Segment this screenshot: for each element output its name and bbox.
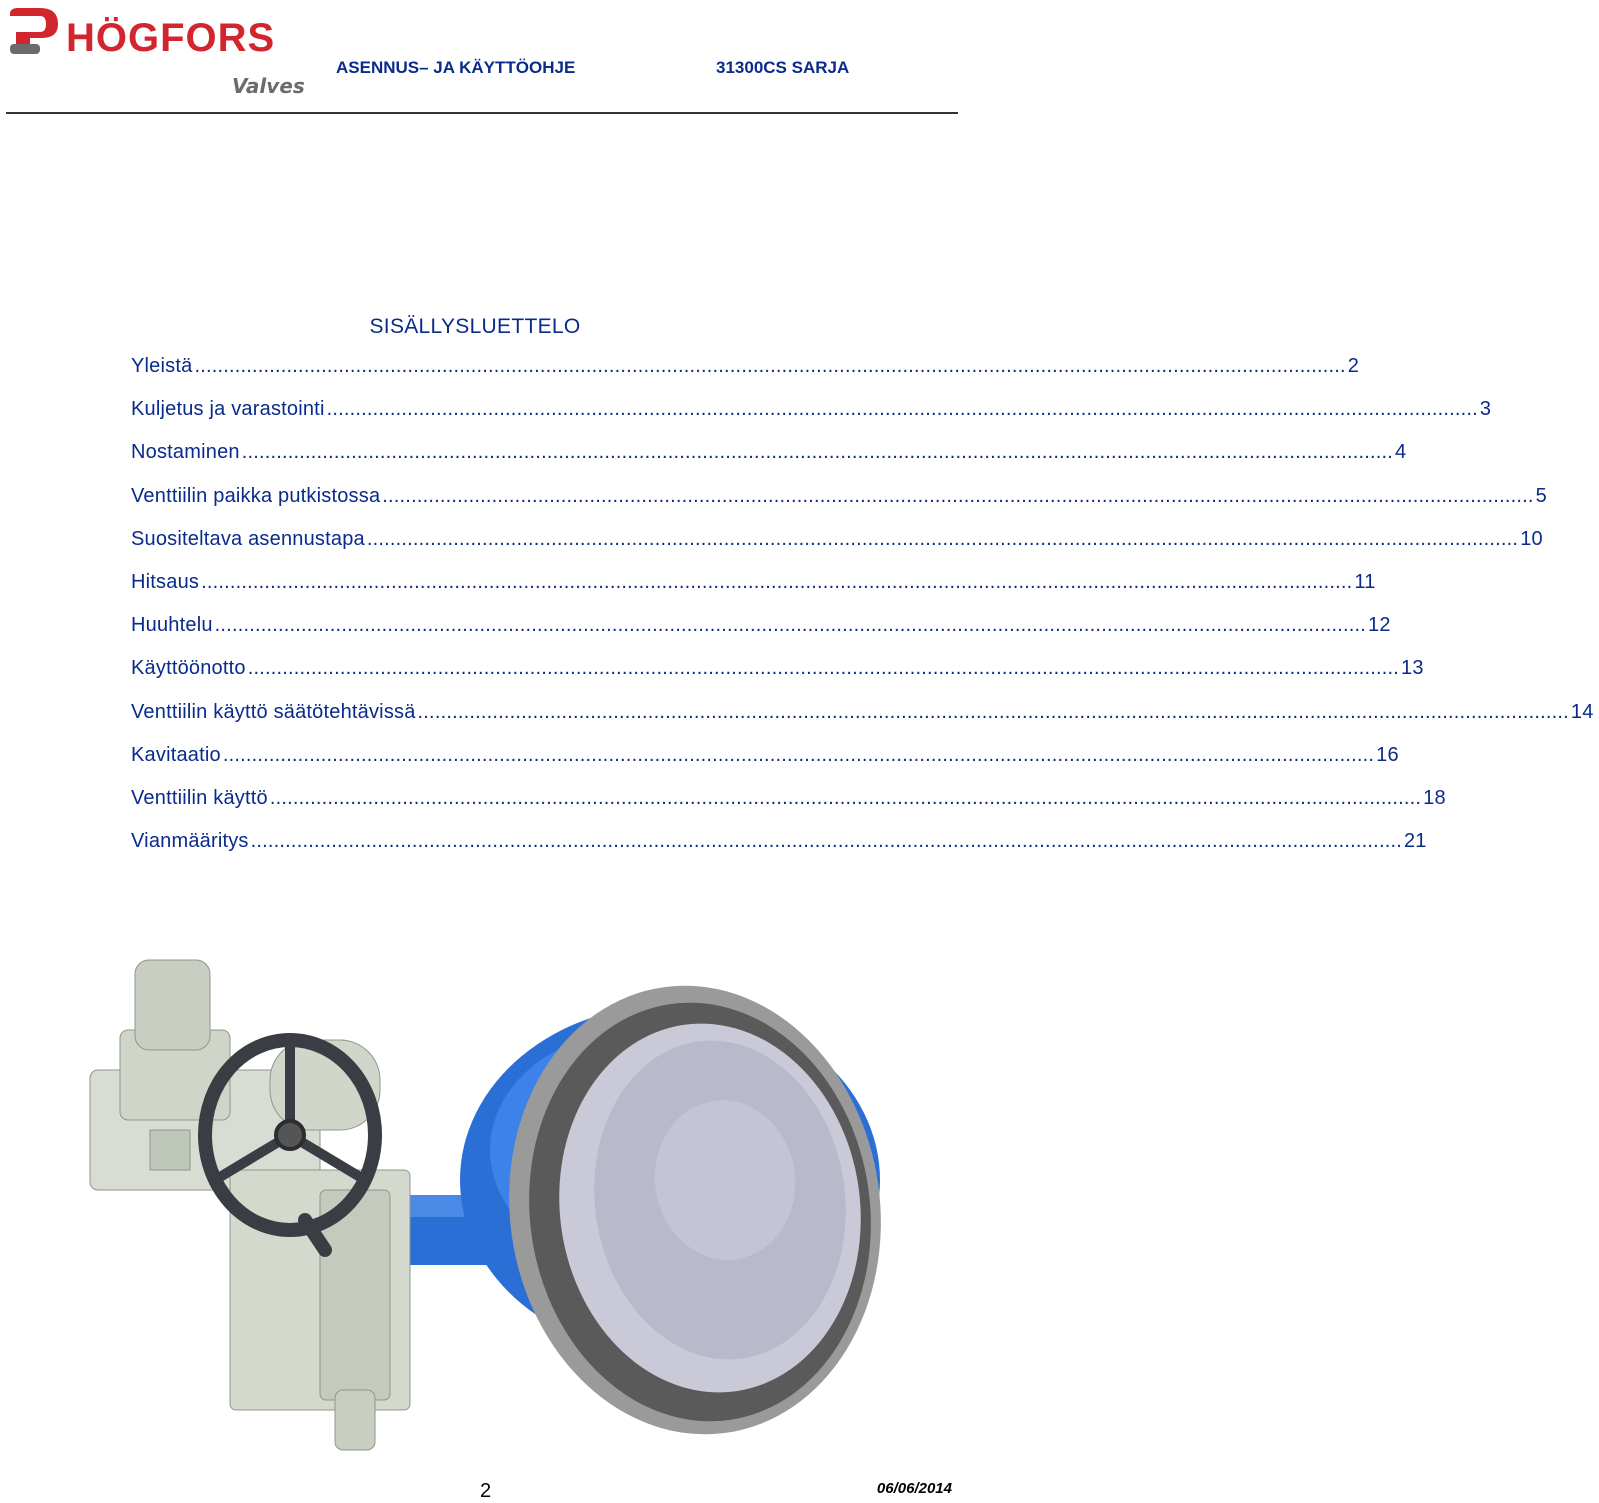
toc-entry-label: Venttiilin paikka putkistossa: [131, 484, 381, 507]
toc-entry-label: Vianmääritys: [131, 830, 249, 853]
table-of-contents: [131, 355, 1594, 873]
toc-entry[interactable]: [131, 527, 1543, 571]
toc-entry[interactable]: [131, 786, 1446, 830]
toc-entry-label: Hitsaus: [131, 570, 200, 593]
toc-entry-page: 11: [1354, 570, 1376, 593]
toc-leader-dots: ........................................................................................................................................................................................................: [417, 700, 1569, 723]
toc-entry-label: Huuhtelu: [131, 614, 213, 637]
product-series: 31300CS SARJA: [716, 58, 850, 77]
toc-leader-dots: ........................................................................................................................................................................................................: [366, 527, 1519, 550]
toc-entry[interactable]: [131, 700, 1594, 744]
toc-entry-page: 4: [1395, 441, 1407, 464]
toc-leader-dots: ........................................................................................................................................................................................................: [241, 441, 1394, 464]
toc-entry-page: 14: [1570, 700, 1594, 723]
toc-entry-page: 18: [1423, 786, 1446, 809]
toc-leader-dots: ........................................................................................................................................................................................................: [222, 743, 1375, 766]
toc-entry-label: Kuljetus ja varastointi: [131, 398, 325, 421]
header-divider: [6, 112, 958, 114]
brand-tagline: Valves: [232, 74, 305, 98]
toc-entry[interactable]: [131, 830, 1427, 873]
document-date: 06/06/2014: [876, 1480, 952, 1497]
toc-entry-page: 12: [1368, 614, 1391, 637]
brand-name: HÖGFORS: [66, 16, 276, 60]
toc-leader-dots: ........................................................................................................................................................................................................: [214, 614, 1366, 637]
toc-heading: SISÄLLYSLUETTELO: [369, 315, 581, 338]
butterfly-valve-image: [80, 950, 880, 1460]
toc-entry-page: 13: [1401, 657, 1424, 680]
toc-entry-label: Kavitaatio: [131, 743, 221, 766]
toc-leader-dots: ........................................................................................................................................................................................................: [201, 570, 1353, 593]
toc-entry-label: Venttiilin käyttö: [131, 786, 268, 809]
page-header: [0, 0, 960, 116]
toc-entry[interactable]: [131, 441, 1407, 484]
toc-entry[interactable]: [131, 657, 1424, 700]
toc-entry-page: 16: [1376, 743, 1399, 766]
toc-entry-page: 2: [1347, 355, 1360, 377]
toc-leader-dots: ........................................................................................................................................................................................................: [269, 786, 1422, 809]
toc-leader-dots: ........................................................................................................................................................................................................: [247, 657, 1400, 680]
toc-entry[interactable]: [131, 484, 1547, 528]
hogfors-logo-icon: [6, 4, 68, 64]
toc-entry-label: Suositeltava asennustapa: [131, 527, 365, 550]
toc-entry-label: Venttiilin käyttö säätötehtävissä: [131, 700, 416, 723]
toc-entry-page: 21: [1403, 830, 1427, 853]
toc-entry-label: Käyttöönotto: [131, 657, 246, 680]
toc-entry[interactable]: [131, 398, 1492, 441]
toc-entry-label: Nostaminen: [131, 441, 240, 464]
toc-entry-page: 10: [1520, 527, 1543, 550]
toc-entry[interactable]: [131, 570, 1376, 614]
document-title: ASENNUS– JA KÄYTTÖOHJE: [336, 58, 576, 77]
toc-leader-dots: ........................................................................................................................................................................................................: [250, 830, 1402, 853]
toc-entry[interactable]: [131, 355, 1360, 398]
toc-leader-dots: ........................................................................................................................................................................................................: [326, 398, 1478, 421]
toc-leader-dots: ........................................................................................................................................................................................................: [194, 355, 1346, 377]
toc-entry-label: Yleistä: [131, 355, 193, 377]
page-number: 2: [480, 1480, 492, 1502]
toc-entry[interactable]: [131, 743, 1399, 787]
toc-entry[interactable]: [131, 614, 1391, 657]
toc-entry-page: 3: [1479, 398, 1492, 421]
toc-leader-dots: ........................................................................................................................................................................................................: [382, 484, 1534, 507]
toc-entry-page: 5: [1535, 484, 1547, 507]
